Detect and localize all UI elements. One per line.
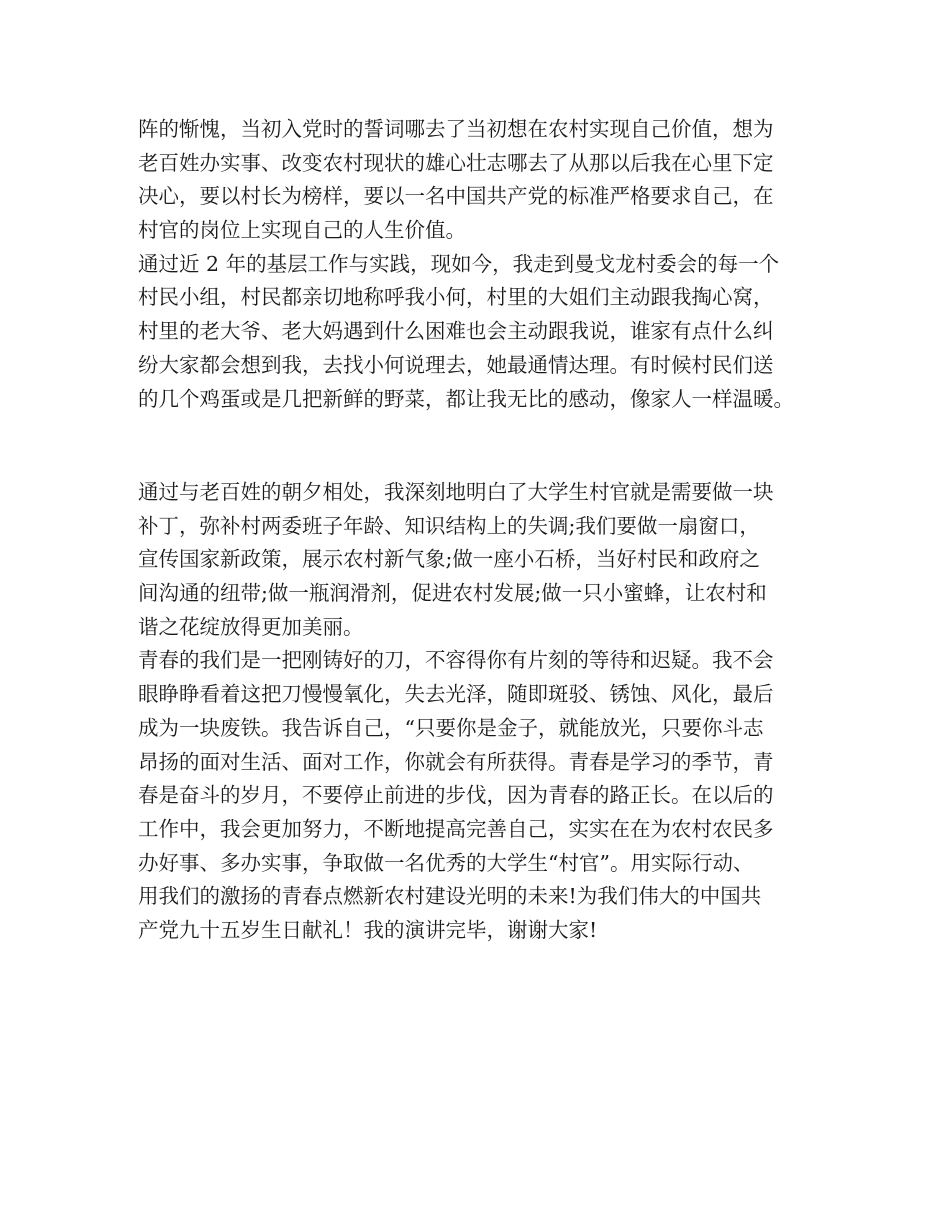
text-line: 春是奋斗的岁月，不要停止前进的步伐，因为青春的路正长。在以后的 bbox=[138, 783, 774, 808]
text-line: 用我们的激扬的青春点燃新农村建设光明的未来!为我们伟大的中国共 bbox=[138, 884, 762, 909]
text-line: 纷大家都会想到我，去找小何说理去，她最通情达理。有时候村民们送 bbox=[138, 352, 774, 377]
text-line: 眼睁睁看着这把刀慢慢氧化，失去光泽，随即斑驳、锈蚀、风化，最后 bbox=[138, 682, 774, 707]
text-line: 通过与老百姓的朝夕相处，我深刻地明白了大学生村官就是需要做一块 bbox=[138, 480, 774, 504]
text-line: 工作中，我会更加努力，不断地提高完善自己，实实在在为农村农民多 bbox=[138, 816, 774, 841]
text-line: 阵的惭愧，当初入党时的誓词哪去了当初想在农村实现自己价值，想为 bbox=[138, 117, 774, 141]
text-line: 通过近 2 年的基层工作与实践，现如今，我走到曼戈龙村委会的每一个 bbox=[138, 251, 780, 276]
text-line: 成为一块废铁。我告诉自己，“只要你是金子，就能放光，只要你斗志 bbox=[138, 715, 764, 740]
text-line: 村官的岗位上实现自己的人生价值。 bbox=[138, 218, 466, 243]
text-line: 昂扬的面对生活、面对工作，你就会有所获得。青春是学习的季节，青 bbox=[138, 749, 774, 774]
text-line: 谐之花绽放得更加美丽。 bbox=[138, 614, 364, 639]
text-line: 宣传国家新政策，展示农村新气象;做一座小石桥，当好村民和政府之 bbox=[138, 547, 760, 572]
text-line: 间沟通的纽带;做一瓶润滑剂，促进农村发展;做一只小蜜蜂，让农村和 bbox=[138, 581, 767, 606]
text-line: 村民小组，村民都亲切地称呼我小何，村里的大姐们主动跟我掏心窝， bbox=[138, 285, 774, 310]
text-line: 青春的我们是一把刚铸好的刀，不容得你有片刻的等待和迟疑。我不会 bbox=[138, 648, 774, 673]
text-line: 村里的老大爷、老大妈遇到什么困难也会主动跟我说，谁家有点什么纠 bbox=[138, 319, 774, 344]
text-line: 老百姓办实事、改变农村现状的雄心壮志哪去了从那以后我在心里下定 bbox=[138, 150, 774, 175]
text-line: 办好事、多办实事，争取做一名优秀的大学生“村官”。用实际行动、 bbox=[138, 850, 754, 875]
text-block-2 bbox=[138, 476, 838, 948]
text-line: 决心，要以村长为榜样，要以一名中国共产党的标准严格要求自己，在 bbox=[138, 184, 774, 209]
text-line: 的几个鸡蛋或是几把新鲜的野菜，都让我无比的感动，像家人一样温暖。 bbox=[138, 386, 794, 411]
text-line: 补丁，弥补村两委班子年龄、知识结构上的失调;我们要做一扇窗口， bbox=[138, 513, 760, 538]
text-block-1 bbox=[138, 113, 838, 416]
text-line: 产党九十五岁生日献礼！我的演讲完毕，谢谢大家! bbox=[138, 917, 598, 942]
